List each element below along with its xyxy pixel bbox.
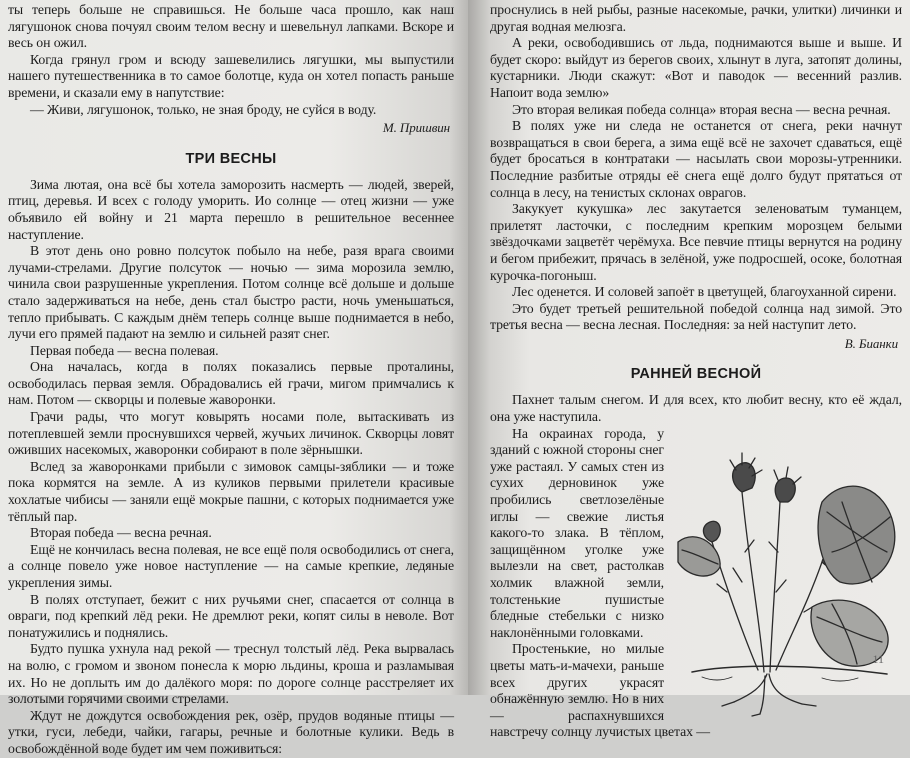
body-paragraph: Лес оденется. И соловей запоёт в цветущей, благоуханной сирени. xyxy=(512,284,897,300)
page-number: 11 xyxy=(872,652,884,666)
body-paragraph: Это будет третьей решительной победой солнца над зимой. Это третья весна — весна лесная. Последняя: за ней наступит лето. xyxy=(490,300,902,333)
body-paragraph: Это вторая великая победа солнца» вторая весна — весна речная. xyxy=(512,101,891,117)
coltsfoot-flowers-illustration xyxy=(672,432,902,717)
intro-paragraph: ты теперь больше не справишься. Не больше часа прошло, как наш лягушонок снова почуял своим телом весну и шевельнул лапками. Вскоре и весь он ожил. xyxy=(8,2,454,51)
body-paragraph: Зима лютая, она всё бы хотела заморозить насмерть — людей, зверей, птиц, деревья. И всех с голоду уморить. Ио солнце — отец жизни — уже объявило ей войну и 21 марта перешло в решительное весеннее наступление. xyxy=(8,176,454,242)
body-paragraph: Вторая победа — весна речная. xyxy=(30,525,212,541)
body-paragraph: Первая победа — весна полевая. xyxy=(30,342,219,358)
intro-paragraph: — Живи, лягушонок, только, не зная броду, не суйся в воду. xyxy=(30,101,377,117)
body-paragraph: Ждут не дождутся освобождения рек, озёр, прудов водяные птицы — утки, гуси, лебеди, чайки, гагары, речные и болотные кулики. Ведь в освобождённой воде будет им чем поживиться: xyxy=(8,707,454,756)
body-paragraph: проснулись в ней рыбы, разные насекомые, рачки, улитки) личинки и другая водная мелюзга. xyxy=(490,2,902,34)
body-paragraph: На окраинах города, у зданий с южной стороны снег уже растаял. У самых стен из сухих дерновинок уже пробились светлозелёные иглы — свежие листья какого-то злака. В тёплом, защищённом уголке уже вылезли на свет, растолкав холмик влажной земли, толстенькие пушистые бледные стебельки с низко наклонёнными головками. xyxy=(490,425,664,640)
body-paragraph: Вслед за жаворонками прибыли с зимовок самцы-зяблики — и тоже пока кормятся на земле. А из куликов первыми прилетели красивые хохлатые чибисы — заняли ещё мокрые пашни, с которых поднимается уже тёплый пар. xyxy=(8,458,454,524)
body-paragraph: Пахнет талым снегом. И для всех, кто любит весну, кто её ждал, она уже наступила. xyxy=(490,392,902,425)
section-title: РАННЕЙ ВЕСНОЙ xyxy=(630,366,762,383)
body-paragraph: Она началась, когда в полях показались первые проталины, освободилась первая земля. Обрадовались ей грачи, мигом примчались к нам. Потом — скворцы и полевые жаворонки. xyxy=(8,359,454,408)
right-page xyxy=(468,0,910,740)
body-paragraph: В полях уже ни следа не останется от снега, реки начнут возвращаться в свои берега, а зима ещё всё не захочет сдаваться, ещё будет бросаться в контратаки — насылать свои морозы-утренники. Последние разбитые отряды её снега ещё долго будут прятаться от солнца в лесу, на тенистых склонах оврагов. xyxy=(490,118,902,200)
body-paragraph: В этот день оно ровно полсуток побыло на небе, разя врага своими лучами-стрелами. Другие полсуток — ночью — зима морозила землю, чинила свои разрушенные укрепления. Потом солнце всё дольше и дольше стало задерживаться на небе, день стал быстро расти, ночь уменьшаться, тепло прибывать. С каждым днём теперь солнце выше поднимается в небо, лучи его прямей падают на землю и сильней разят снег. xyxy=(8,243,454,342)
body-paragraph: А реки, освободившись от льда, поднимаются выше и выше. И будет скоро: выйдут из берегов своих, хлынут в луга, затопят долины, кустарники. Люди скажут: «Вот и паводок — весенний разлив. Напоит вода землю» xyxy=(490,35,902,100)
body-paragraph: Ещё не кончилась весна полевая, не все ещё поля освободились от снега, а солнце повело уже новое наступление — на самые крепкие, ледяные укрепления зимы. xyxy=(8,541,454,590)
body-paragraph: Простенькие, но милые цветы мать-и-мачехи, раньше всех других украсят обнажённую землю. Но в них — распахнувшихся навстречу солнцу лучистых цветах — xyxy=(490,641,710,740)
intro-paragraph: Когда грянул гром и всюду зашевелились лягушки, мы выпустили нашего путешественника в то самое болотце, куда он хотел попасть раньше времени, и сказали ему в напутствие: xyxy=(8,51,454,100)
body-paragraph: В полях отступает, бежит с них ручьями снег, спасается от солнца в овраги, под крепкий лёд реки. Не дремлют реки, копят силы в неволе. Вот понатужились и поднялись. xyxy=(8,591,454,640)
coltsfoot-flowers-icon xyxy=(672,432,902,717)
body-paragraph: Будто пушка ухнула над рекой — треснул толстый лёд. Река вырвалась на волю, с громом и звоном понесла к морю льдины, кроша и разламывая их. Но не доплыть им до далёкого моря: по дороге солнце расстреляет их золотыми горячими своими стрелами. xyxy=(8,641,454,707)
section-title: ТРИ ВЕСНЫ xyxy=(185,150,277,167)
body-paragraph: Закукует кукушка» лес закутается зеленоватым туманцем, прилетят ласточки, с последним крепким морозцем белыми звёздочками зацветёт черёмуха. Все певчие птицы вернутся на родину и бегом прибежит, прячась в зелёной, уже подросшей, осоке, болотная курочка-погоныш. xyxy=(490,201,902,283)
body-paragraph: Грачи рады, что могут ковырять носами поле, вытаскивать из потеплевшей земли проснувшихся червей, жучьих личинок. Скворцы ловят оживших насекомых, жаворонки собирают в поле зёрнышки. xyxy=(8,409,454,458)
author-signature: В. Бианки xyxy=(844,335,898,351)
author-signature: М. Пришвин xyxy=(382,120,450,136)
